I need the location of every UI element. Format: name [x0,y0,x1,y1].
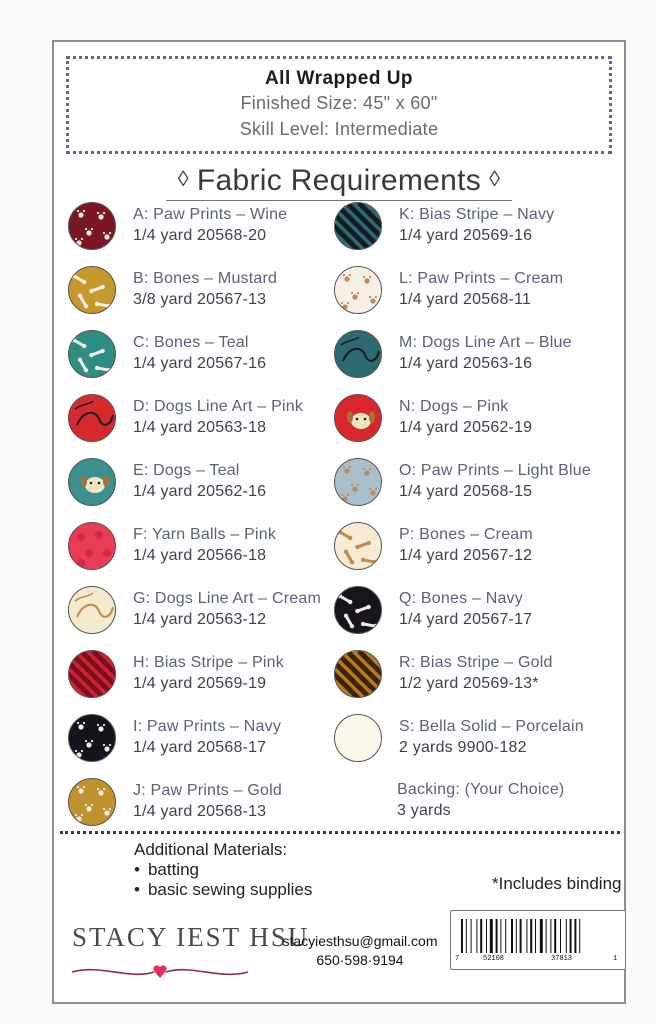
additional-materials-heading: Additional Materials: [134,840,288,859]
fabric-name: Q: Bones – Navy [399,590,523,607]
fabric-name: N: Dogs – Pink [399,398,509,415]
fabric-swatch [334,586,382,634]
fabric-swatch [68,778,116,826]
fabric-swatch [334,714,382,762]
barcode-digit-group: 7 [455,955,460,963]
fabric-swatch [68,650,116,698]
fabric-detail: 3/8 yard 20567-13 [133,291,267,308]
diamond-icon: ◊ [489,166,501,191]
fabric-swatch [334,522,382,570]
dotted-divider [60,831,620,834]
fabric-name: A: Paw Prints – Wine [133,206,288,223]
fabric-swatch [334,202,382,250]
contact-block [270,932,450,970]
fabric-name: E: Dogs – Teal [133,462,240,479]
fabric-detail: 1/4 yard 20567-17 [399,611,533,628]
fabric-swatch [334,330,382,378]
fabric-swatch [334,266,382,314]
fabric-detail: 1/4 yard 20568-11 [399,291,532,308]
fabric-detail: 1/4 yard 20563-16 [399,355,533,372]
section-title-text: Fabric Requirements [196,164,482,197]
additional-materials [134,840,312,900]
fabric-detail: 1/4 yard 20563-18 [133,419,267,436]
designer-phone: 650·598·9194 [316,952,404,968]
fabric-swatch [68,394,116,442]
barcode-bars [459,919,617,955]
fabric-swatch [68,586,116,634]
fabric-detail: 1/4 yard 20568-20 [133,227,267,244]
fabric-swatch [68,330,116,378]
fabric-name: G: Dogs Line Art – Cream [133,590,321,607]
fabric-detail: 1/4 yard 20567-16 [133,355,267,372]
fabric-detail: 1/4 yard 20568-17 [133,739,267,756]
fabric-detail: 1/4 yard 20562-19 [399,419,533,436]
binding-note: *Includes binding [492,874,622,893]
fabric-name: M: Dogs Line Art – Blue [399,334,572,351]
designer-email[interactable]: stacyiesthsu@gmail.com [282,933,438,949]
barcode [450,910,626,970]
fabric-detail: 1/4 yard 20562-16 [133,483,267,500]
fabric-detail: 1/4 yard 20567-12 [399,547,533,564]
fabric-name: S: Bella Solid – Porcelain [399,718,584,735]
fabric-name: L: Paw Prints – Cream [399,270,564,287]
fabric-swatch [68,714,116,762]
designer-brand: STACY IEST HSU [72,922,310,952]
fabric-name: K: Bias Stripe – Navy [399,206,555,223]
title-box [66,56,612,154]
fabric-name: J: Paw Prints – Gold [133,782,282,799]
fabric-name: D: Dogs Line Art – Pink [133,398,304,415]
fabric-swatch [334,458,382,506]
diamond-icon: ◊ [177,166,189,191]
fabric-detail: 1/4 yard 20569-16 [399,227,533,244]
fabric-swatch [68,202,116,250]
fabric-name: C: Bones – Teal [133,334,249,351]
barcode-digit-group: 1 [613,955,618,963]
fabric-swatch [68,266,116,314]
fabric-requirements-heading [54,164,624,201]
fabric-swatch [334,650,382,698]
barcode-digit-group: 37813 [551,955,573,963]
fabric-detail: 1/2 yard 20569-13* [399,675,539,692]
fabric-swatch [68,522,116,570]
fabric-detail: 1/4 yard 20568-15 [399,483,533,500]
fabric-name: B: Bones – Mustard [133,270,278,287]
heart-swash-icon [70,958,250,982]
fabric-requirements-title [166,164,512,201]
fabric-detail: 1/4 yard 20563-12 [133,611,267,628]
pattern-title: All Wrapped Up [264,68,414,89]
finished-size: Finished Size: 45" x 60" [240,93,438,113]
fabric-name: H: Bias Stripe – Pink [133,654,284,671]
fabric-detail: 1/4 yard 20566-18 [133,547,267,564]
fabric-name: F: Yarn Balls – Pink [133,526,277,543]
skill-level: Skill Level: Intermediate [239,119,439,139]
fabric-name: P: Bones – Cream [399,526,533,543]
pattern-card [52,40,626,1004]
fabric-name: I: Paw Prints – Navy [133,718,282,735]
material-item: • basic sewing supplies [134,880,312,900]
backing-detail: 3 yards [397,802,451,819]
material-item: • batting [134,860,312,880]
backing-name: Backing: (Your Choice) [397,781,565,798]
fabric-detail: 1/4 yard 20568-13 [133,803,267,820]
fabric-detail: 1/4 yard 20569-19 [133,675,267,692]
barcode-digit-group: 52108 [483,955,505,963]
fabric-name: O: Paw Prints – Light Blue [399,462,591,479]
fabric-swatch [68,458,116,506]
fabric-swatch [334,394,382,442]
fabric-name: R: Bias Stripe – Gold [399,654,553,671]
fabric-detail: 2 yards 9900-182 [399,739,527,756]
